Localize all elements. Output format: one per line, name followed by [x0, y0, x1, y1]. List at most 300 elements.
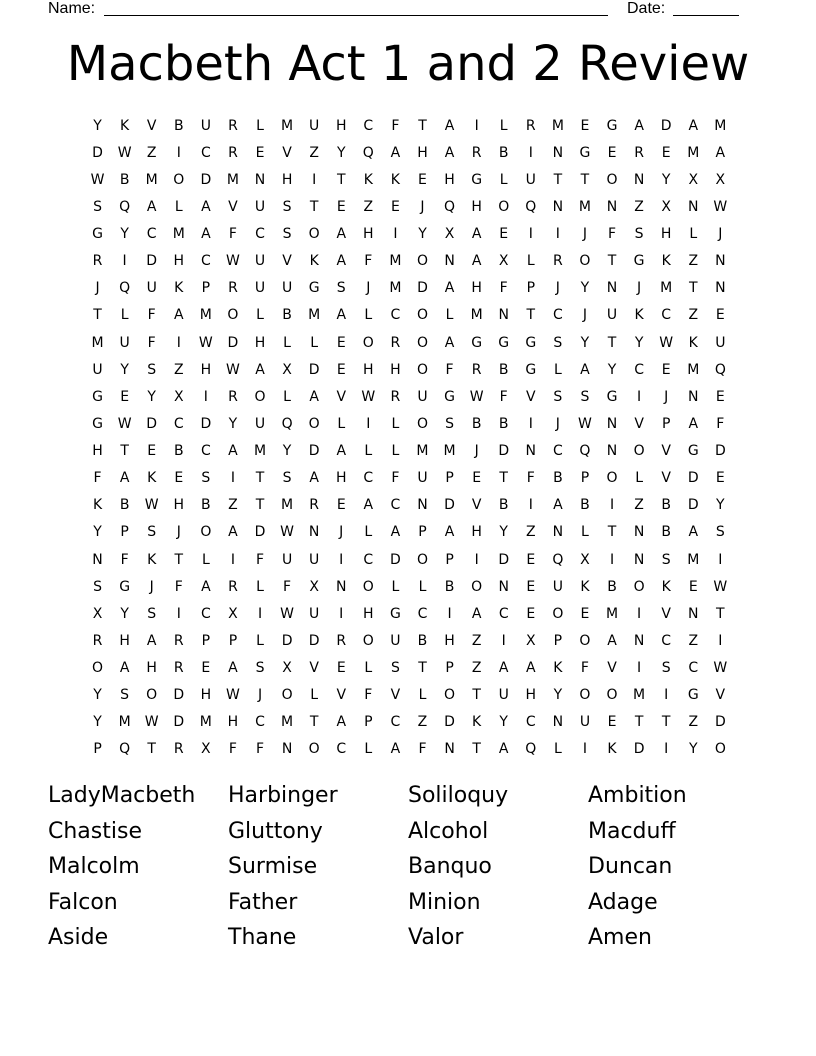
grid-letter: J: [555, 280, 560, 297]
grid-letter: E: [255, 144, 265, 161]
grid-letter: I: [718, 632, 723, 649]
grid-letter: L: [364, 741, 373, 758]
grid-letter: P: [445, 660, 454, 677]
grid-letter: A: [255, 361, 265, 378]
grid-letter: E: [715, 470, 725, 487]
grid-letter: G: [579, 144, 591, 161]
grid-letter: J: [582, 226, 588, 243]
grid-letter: W: [117, 144, 132, 161]
grid-letter: I: [447, 605, 452, 622]
grid-letter: V: [607, 660, 617, 677]
grid-letter: G: [498, 334, 510, 351]
grid-letter: X: [661, 198, 671, 215]
grid-letter: L: [283, 334, 291, 351]
word-list-item: Chastise: [48, 818, 142, 844]
grid-letter: U: [417, 470, 428, 487]
grid-letter: H: [363, 226, 374, 243]
grid-letter: L: [391, 578, 400, 595]
grid-letter: D: [173, 687, 185, 704]
grid-letter: R: [228, 144, 238, 161]
grid-letter: Z: [688, 253, 699, 270]
grid-letter: T: [418, 660, 427, 677]
grid-letter: V: [471, 497, 482, 514]
grid-letter: A: [201, 198, 211, 215]
word-list-item: Father: [228, 889, 298, 915]
grid-letter: Z: [634, 198, 644, 215]
grid-letter: F: [418, 741, 427, 758]
grid-letter: F: [526, 470, 535, 487]
grid-letter: W: [117, 415, 132, 432]
grid-letter: M: [308, 307, 321, 324]
grid-letter: Q: [525, 198, 537, 215]
grid-letter: M: [145, 171, 158, 188]
grid-letter: O: [200, 524, 212, 541]
grid-letter: B: [661, 497, 671, 514]
grid-letter: S: [580, 388, 590, 405]
grid-letter: D: [146, 253, 158, 270]
grid-letter: X: [282, 361, 292, 378]
grid-letter: Z: [363, 198, 374, 215]
grid-letter: C: [255, 714, 265, 731]
grid-letter: Q: [444, 198, 456, 215]
grid-letter: O: [633, 578, 645, 595]
grid-letter: I: [339, 551, 344, 568]
grid-letter: B: [498, 144, 509, 161]
grid-letter: C: [200, 443, 211, 460]
grid-letter: F: [364, 253, 373, 270]
grid-letter: M: [389, 280, 402, 297]
grid-letter: L: [581, 524, 589, 541]
word-list-item: Thane: [228, 925, 297, 950]
grid-letter: C: [417, 605, 428, 622]
grid-letter: T: [634, 714, 644, 731]
grid-letter: Y: [282, 443, 292, 460]
grid-letter: D: [687, 470, 699, 487]
grid-letter: N: [633, 551, 645, 568]
grid-letter: J: [637, 280, 642, 297]
grid-letter: N: [606, 415, 618, 432]
grid-letter: D: [498, 551, 510, 568]
grid-letter: C: [336, 741, 347, 758]
grid-letter: B: [119, 497, 130, 514]
grid-letter: H: [200, 687, 212, 704]
grid-letter: A: [173, 307, 184, 324]
grid-letter: M: [578, 198, 591, 215]
grid-letter: K: [634, 307, 644, 324]
grid-letter: R: [471, 144, 482, 161]
grid-letter: N: [498, 307, 509, 324]
grid-letter: E: [120, 388, 130, 405]
grid-letter: D: [173, 714, 185, 731]
word-list-item: Gluttony: [228, 818, 323, 844]
grid-letter: X: [580, 551, 590, 568]
grid-letter: D: [254, 524, 266, 541]
grid-letter: I: [528, 415, 533, 432]
grid-letter: H: [444, 171, 455, 188]
grid-letter: K: [120, 117, 130, 134]
grid-letter: P: [201, 632, 211, 649]
grid-letter: B: [553, 470, 563, 487]
grid-letter: K: [92, 497, 103, 514]
grid-letter: O: [606, 470, 618, 487]
grid-letter: P: [120, 524, 129, 541]
grid-letter: I: [312, 171, 317, 188]
grid-letter: B: [444, 578, 455, 595]
grid-letter: I: [366, 415, 371, 432]
grid-letter: Q: [714, 361, 726, 378]
grid-letter: X: [688, 171, 699, 188]
grid-letter: T: [499, 470, 508, 487]
grid-letter: E: [336, 334, 346, 351]
grid-letter: G: [389, 605, 401, 622]
grid-letter: N: [254, 171, 266, 188]
grid-letter: Q: [525, 741, 537, 758]
grid-letter: Z: [228, 497, 238, 514]
grid-letter: T: [472, 687, 481, 704]
grid-letter: D: [281, 632, 293, 649]
grid-letter: L: [120, 307, 129, 324]
grid-letter: F: [716, 415, 725, 432]
grid-letter: R: [228, 280, 238, 297]
grid-letter: C: [173, 415, 184, 432]
grid-letter: V: [661, 470, 671, 487]
grid-letter: A: [471, 226, 482, 243]
grid-letter: Y: [228, 415, 238, 432]
grid-letter: O: [606, 171, 618, 188]
grid-letter: U: [254, 415, 266, 432]
grid-letter: N: [552, 198, 564, 215]
grid-letter: C: [552, 307, 563, 324]
grid-letter: K: [309, 253, 319, 270]
grid-letter: L: [310, 687, 319, 704]
grid-letter: A: [444, 280, 455, 297]
grid-letter: O: [146, 687, 158, 704]
grid-letter: E: [715, 307, 725, 324]
grid-letter: G: [444, 388, 455, 405]
grid-letter: C: [552, 443, 563, 460]
grid-letter: G: [92, 226, 103, 243]
grid-letter: L: [364, 443, 373, 460]
grid-letter: I: [637, 388, 642, 405]
grid-letter: N: [633, 632, 645, 649]
grid-letter: Q: [119, 198, 131, 215]
word-list-item: Aside: [48, 925, 109, 950]
grid-letter: N: [417, 497, 428, 514]
grid-letter: X: [525, 632, 536, 649]
grid-letter: C: [200, 253, 211, 270]
word-list-item: LadyMacbeth: [48, 783, 196, 808]
grid-letter: G: [119, 578, 131, 595]
grid-letter: B: [417, 632, 428, 649]
grid-letter: O: [362, 632, 374, 649]
grid-letter: V: [336, 687, 347, 704]
grid-letter: R: [228, 388, 238, 405]
grid-letter: O: [92, 660, 104, 677]
grid-letter: Z: [146, 144, 157, 161]
grid-letter: N: [552, 524, 564, 541]
date-blank-line: [673, 15, 739, 16]
grid-letter: I: [637, 605, 642, 622]
grid-letter: D: [146, 415, 158, 432]
grid-letter: Y: [716, 497, 725, 514]
grid-letter: L: [364, 524, 373, 541]
grid-letter: O: [254, 388, 266, 405]
grid-letter: D: [444, 497, 455, 514]
grid-letter: A: [201, 578, 211, 595]
grid-letter: M: [199, 307, 212, 324]
grid-letter: U: [309, 117, 320, 134]
grid-letter: B: [173, 443, 184, 460]
grid-letter: X: [715, 171, 726, 188]
grid-letter: V: [336, 388, 347, 405]
grid-letter: A: [336, 226, 347, 243]
grid-letter: G: [525, 334, 537, 351]
grid-letter: G: [633, 253, 645, 270]
grid-letter: N: [688, 198, 699, 215]
grid-letter: D: [660, 117, 672, 134]
grid-letter: S: [147, 524, 157, 541]
name-blank-line: [104, 15, 608, 16]
grid-letter: O: [308, 741, 320, 758]
grid-letter: N: [281, 741, 293, 758]
grid-letter: M: [687, 144, 700, 161]
grid-letter: P: [661, 415, 671, 432]
grid-letter: N: [688, 605, 699, 622]
grid-letter: V: [390, 687, 401, 704]
grid-letter: G: [471, 334, 483, 351]
grid-letter: A: [336, 714, 347, 731]
grid-letter: L: [283, 388, 291, 405]
grid-letter: P: [445, 551, 454, 568]
name-label: Name:: [48, 0, 96, 17]
grid-letter: H: [471, 280, 482, 297]
grid-letter: S: [390, 660, 400, 677]
grid-letter: I: [176, 605, 181, 622]
grid-letter: S: [634, 226, 644, 243]
grid-letter: N: [498, 578, 509, 595]
word-list-item: Ambition: [588, 783, 687, 808]
letter-grid: [84, 112, 734, 763]
grid-letter: X: [282, 660, 292, 677]
grid-letter: F: [391, 117, 400, 134]
word-list-item: Minion: [408, 889, 481, 915]
grid-letter: F: [499, 280, 508, 297]
grid-letter: G: [525, 361, 537, 378]
grid-letter: E: [390, 198, 400, 215]
grid-letter: Y: [607, 361, 617, 378]
grid-letter: V: [661, 443, 671, 460]
grid-letter: A: [498, 741, 509, 758]
grid-letter: L: [499, 171, 508, 188]
grid-letter: T: [716, 605, 725, 622]
grid-letter: N: [715, 280, 726, 297]
grid-letter: T: [526, 307, 536, 324]
grid-letter: E: [526, 578, 536, 595]
grid-letter: Y: [661, 171, 671, 188]
grid-letter: O: [606, 687, 618, 704]
grid-letter: M: [714, 117, 727, 134]
grid-letter: Y: [499, 524, 508, 541]
grid-letter: T: [336, 171, 346, 188]
word-list-item: Macduff: [588, 818, 676, 844]
grid-letter: H: [335, 470, 347, 487]
grid-letter: I: [230, 551, 235, 568]
grid-letter: R: [525, 117, 536, 134]
grid-letter: F: [255, 741, 265, 758]
grid-letter: W: [280, 605, 294, 622]
grid-letter: F: [147, 307, 156, 324]
grid-letter: I: [203, 388, 208, 405]
grid-letter: L: [256, 307, 264, 324]
grid-letter: J: [582, 307, 588, 324]
grid-letter: K: [147, 551, 157, 568]
grid-letter: J: [555, 415, 560, 432]
grid-letter: H: [444, 632, 455, 649]
grid-letter: S: [282, 470, 292, 487]
grid-letter: C: [390, 714, 401, 731]
word-list-item: Soliloquy: [408, 783, 509, 808]
grid-letter: I: [718, 551, 723, 568]
grid-letter: M: [253, 443, 267, 460]
grid-letter: S: [553, 334, 563, 351]
grid-letter: O: [308, 226, 320, 243]
grid-letter: E: [174, 470, 184, 487]
grid-letter: I: [501, 632, 506, 649]
grid-letter: V: [634, 415, 644, 432]
grid-letter: T: [688, 280, 698, 297]
grid-letter: N: [606, 280, 618, 297]
grid-letter: L: [201, 551, 210, 568]
grid-letter: R: [92, 632, 103, 649]
grid-letter: V: [526, 388, 536, 405]
grid-letter: B: [580, 497, 590, 514]
grid-letter: O: [416, 334, 428, 351]
grid-letter: D: [417, 280, 428, 297]
grid-letter: P: [364, 714, 373, 731]
grid-letter: H: [281, 171, 293, 188]
grid-letter: O: [444, 687, 456, 704]
grid-letter: T: [553, 171, 563, 188]
grid-letter: P: [580, 470, 590, 487]
grid-letter: H: [173, 497, 185, 514]
grid-letter: A: [119, 660, 130, 677]
grid-letter: W: [361, 388, 376, 405]
grid-letter: H: [525, 687, 537, 704]
grid-letter: I: [609, 497, 615, 514]
grid-letter: U: [606, 307, 618, 324]
grid-letter: Z: [309, 144, 319, 161]
grid-letter: O: [416, 415, 428, 432]
grid-letter: H: [173, 253, 185, 270]
grid-letter: E: [147, 443, 157, 460]
grid-letter: Y: [120, 226, 129, 243]
grid-letter: L: [337, 415, 346, 432]
grid-letter: E: [526, 605, 536, 622]
grid-letter: C: [390, 497, 401, 514]
grid-letter: A: [444, 117, 455, 134]
grid-letter: Z: [471, 660, 482, 677]
grid-letter: A: [715, 144, 726, 161]
grid-letter: B: [471, 415, 482, 432]
grid-letter: S: [93, 578, 102, 595]
grid-letter: R: [336, 632, 347, 649]
grid-letter: U: [281, 280, 293, 297]
grid-letter: M: [470, 307, 483, 324]
grid-letter: O: [579, 253, 591, 270]
grid-letter: H: [119, 632, 130, 649]
grid-letter: S: [661, 660, 671, 677]
grid-letter: E: [201, 660, 211, 677]
grid-letter: R: [390, 388, 401, 405]
grid-letter: A: [363, 497, 374, 514]
grid-letter: D: [390, 551, 401, 568]
grid-letter: D: [714, 714, 726, 731]
grid-letter: W: [226, 361, 240, 378]
grid-letter: X: [228, 605, 238, 622]
grid-letter: Y: [580, 334, 590, 351]
grid-letter: U: [146, 280, 157, 297]
grid-letter: A: [688, 117, 699, 134]
grid-letter: S: [120, 687, 130, 704]
grid-letter: Q: [579, 443, 591, 460]
grid-letter: M: [199, 714, 212, 731]
grid-letter: A: [390, 524, 401, 541]
word-list-item: Harbinger: [228, 783, 338, 808]
grid-letter: T: [255, 497, 265, 514]
grid-letter: D: [714, 443, 726, 460]
grid-letter: Y: [553, 687, 563, 704]
grid-letter: Q: [362, 144, 374, 161]
grid-letter: S: [201, 470, 211, 487]
grid-letter: O: [308, 415, 320, 432]
grid-letter: Z: [471, 632, 482, 649]
grid-letter: P: [93, 741, 102, 758]
grid-letter: V: [282, 253, 292, 270]
grid-letter: J: [95, 280, 100, 297]
grid-letter: S: [147, 605, 157, 622]
grid-letter: I: [339, 605, 344, 622]
grid-letter: S: [553, 388, 563, 405]
grid-letter: L: [526, 253, 535, 270]
grid-letter: E: [580, 605, 590, 622]
grid-letter: R: [553, 253, 563, 270]
grid-letter: O: [362, 334, 374, 351]
grid-letter: U: [525, 171, 536, 188]
grid-letter: X: [201, 741, 211, 758]
grid-letter: U: [579, 714, 591, 731]
grid-letter: R: [228, 117, 238, 134]
grid-letter: F: [283, 578, 292, 595]
grid-letter: E: [336, 660, 346, 677]
grid-letter: Z: [525, 524, 536, 541]
grid-letter: S: [282, 198, 292, 215]
grid-letter: F: [607, 226, 617, 243]
grid-letter: V: [146, 117, 157, 134]
grid-letter: M: [605, 605, 619, 622]
grid-letter: F: [174, 578, 183, 595]
grid-letter: B: [498, 497, 509, 514]
grid-letter: C: [498, 605, 509, 622]
grid-letter: C: [661, 307, 672, 324]
grid-letter: C: [525, 714, 536, 731]
grid-letter: K: [363, 171, 373, 188]
grid-letter: H: [335, 117, 347, 134]
grid-letter: S: [282, 226, 292, 243]
grid-letter: A: [336, 253, 347, 270]
grid-letter: A: [444, 524, 455, 541]
grid-letter: R: [228, 578, 238, 595]
grid-letter: A: [228, 443, 238, 460]
